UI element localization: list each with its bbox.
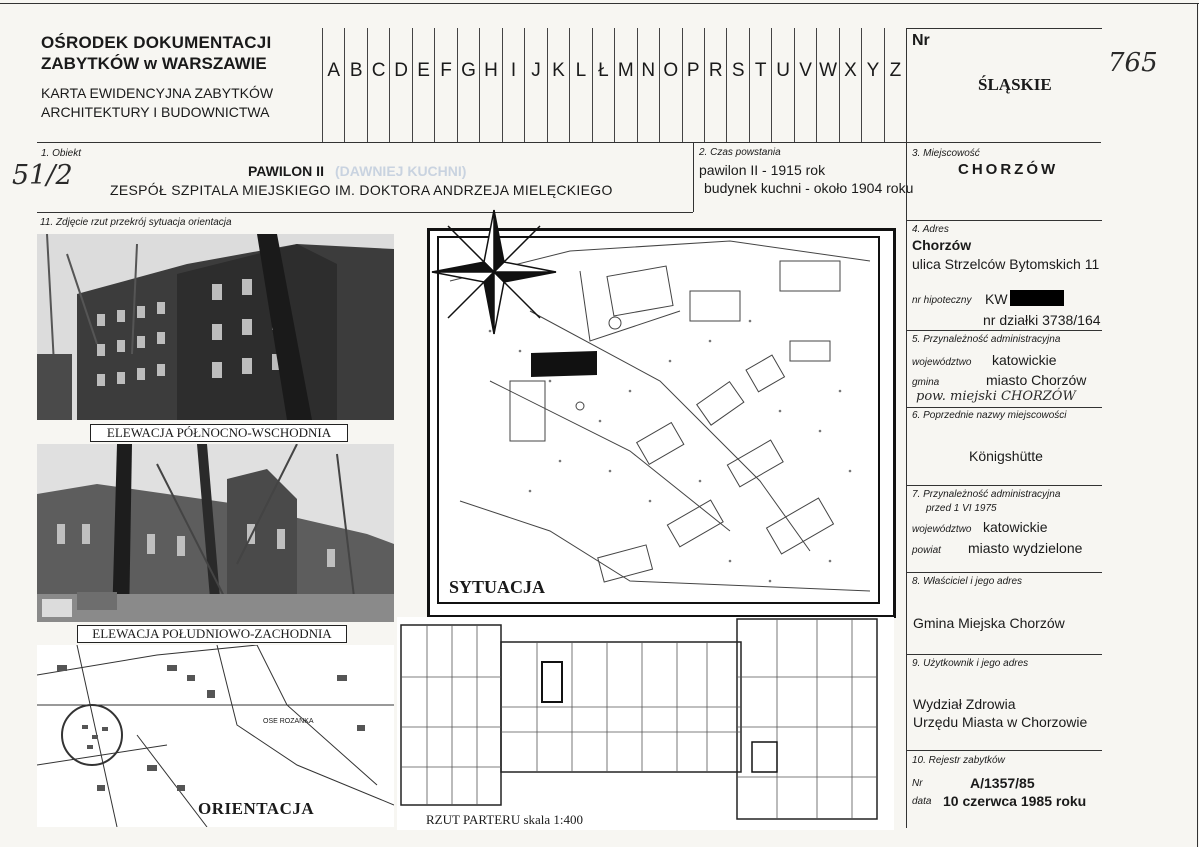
floor-plan	[397, 617, 894, 830]
alphabet-cell	[547, 28, 569, 142]
alphabet-cell	[682, 28, 704, 142]
alphabet-letter: D	[394, 60, 408, 81]
place-value: CHORZÓW	[958, 161, 1059, 178]
alphabet-letter: K	[552, 60, 565, 81]
alphabet-letter: C	[371, 60, 386, 81]
alphabet-letter: J	[531, 60, 541, 81]
alphabet-letter: Ł	[598, 60, 609, 81]
nr-label: Nr	[912, 32, 930, 49]
alphabet-cell	[344, 28, 366, 142]
user-label: 9. Użytkownik i jego adres	[912, 658, 1029, 669]
register-label: 10. Rejestr zabytków	[912, 755, 1005, 766]
alphabet-cell	[502, 28, 524, 142]
time-line1: pawilon II - 1915 rok	[699, 162, 826, 178]
register-number: A/1357/85	[970, 775, 1035, 791]
alphabet-letter: E	[417, 60, 430, 81]
floor-plan-label: RZUT PARTERU skala 1:400	[423, 812, 586, 828]
owner-value: Gmina Miejska Chorzów	[913, 615, 1065, 631]
alphabet-letter: O	[663, 60, 679, 81]
alphabet-index	[322, 28, 906, 142]
card-type-line2: ARCHITEKTURY I BUDOWNICTWA	[41, 104, 270, 120]
alphabet-letter: F	[440, 60, 452, 81]
alphabet-cell	[659, 28, 681, 142]
alphabet-cell	[884, 28, 906, 142]
alphabet-cell	[749, 28, 771, 142]
admin-voivodeship-label: województwo	[912, 357, 972, 368]
alphabet-letter: A	[327, 60, 341, 81]
situation-label: SYTUACJA	[449, 577, 546, 597]
compass-rose-icon	[430, 208, 558, 336]
place-label: 3. Miejscowość	[912, 148, 980, 159]
alphabet-letter: U	[776, 60, 790, 81]
photo-northeast-elevation	[37, 234, 394, 420]
admin-before-sublabel: przed 1 VI 1975	[926, 503, 997, 514]
alphabet-cell	[389, 28, 411, 142]
register-date: 10 czerwca 1985 roku	[943, 793, 1087, 809]
photos-label: 11. Zdjęcie rzut przekrój sytuacja orientacja	[40, 217, 232, 228]
alphabet-letter: W	[819, 60, 838, 81]
alphabet-letter: N	[641, 60, 656, 81]
alphabet-cell	[457, 28, 479, 142]
alphabet-cell	[479, 28, 501, 142]
alphabet-cell	[637, 28, 659, 142]
orientation-district-label: OSE ROZANKA	[263, 718, 314, 725]
plot-number: nr działki 3738/164	[983, 312, 1101, 328]
alphabet-cell	[704, 28, 726, 142]
register-date-label: data	[912, 796, 932, 807]
admin-before-district-label: powiat	[912, 545, 941, 556]
institution-name-line1: OŚRODEK DOKUMENTACJI	[41, 33, 272, 52]
admin-label: 5. Przynależność administracyjna	[912, 334, 1061, 345]
admin-handwritten-note: pow. miejski CHORZÓW	[916, 389, 1076, 404]
alphabet-letter: M	[617, 60, 634, 81]
alphabet-cell	[434, 28, 456, 142]
alphabet-cell	[861, 28, 883, 142]
alphabet-letter: X	[844, 60, 857, 81]
institution-name-line2: ZABYTKÓW w WARSZAWIE	[41, 54, 267, 73]
prev-names-value: Königshütte	[969, 448, 1043, 464]
alphabet-cell	[367, 28, 389, 142]
time-line2: budynek kuchni - około 1904 roku	[704, 180, 914, 196]
alphabet-letter: R	[708, 60, 723, 81]
alphabet-letter: L	[575, 60, 587, 81]
alphabet-cell	[569, 28, 591, 142]
alphabet-letter: I	[510, 60, 517, 81]
mortgage-prefix: KW	[985, 291, 1008, 307]
alphabet-letter: Z	[889, 60, 902, 81]
object-complex: ZESPÓŁ SZPITALA MIEJSKIEGO IM. DOKTORA ANDRZEJA MIELĘCKIEGO	[110, 182, 613, 198]
alphabet-cell	[592, 28, 614, 142]
handwritten-card-number: 765	[1108, 48, 1158, 78]
admin-before-district: miasto wydzielone	[968, 540, 1083, 556]
alphabet-cell	[726, 28, 748, 142]
alphabet-letter: T	[754, 60, 767, 81]
owner-label: 8. Właściciel i jego adres	[912, 576, 1023, 587]
admin-before-label: 7. Przynależność administracyjna	[912, 489, 1061, 500]
alphabet-cell	[524, 28, 546, 142]
address-label: 4. Adres	[912, 224, 949, 235]
admin-voivodeship: katowickie	[992, 352, 1057, 368]
alphabet-letter: B	[349, 60, 363, 81]
time-label: 2. Czas powstania	[699, 147, 781, 158]
object-label: 1. Obiekt	[41, 148, 82, 159]
region-name: ŚLĄSKIE	[978, 75, 1052, 94]
alphabet-cell	[322, 28, 344, 142]
alphabet-cell	[794, 28, 816, 142]
object-name-faded: (DAWNIEJ KUCHNI)	[335, 163, 467, 179]
caption-southwest-elevation: ELEWACJA POŁUDNIOWO-ZACHODNIA	[77, 625, 347, 643]
admin-commune: miasto Chorzów	[986, 372, 1087, 388]
register-nr-label: Nr	[912, 778, 923, 789]
alphabet-letter: G	[461, 60, 476, 81]
redacted-mortgage-number	[1010, 290, 1064, 306]
alphabet-letter: S	[731, 60, 745, 81]
alphabet-cell	[816, 28, 838, 142]
handwritten-object-code: 51/2	[12, 160, 73, 191]
user-line2: Urzędu Miasta w Chorzowie	[913, 714, 1088, 730]
admin-before-voivodeship-label: województwo	[912, 524, 972, 535]
prev-names-label: 6. Poprzednie nazwy miejscowości	[912, 410, 1067, 421]
admin-before-voivodeship: katowickie	[983, 519, 1048, 535]
card-type-line1: KARTA EWIDENCYJNA ZABYTKÓW	[41, 85, 274, 101]
alphabet-letter: V	[799, 60, 812, 81]
alphabet-letter: P	[686, 60, 700, 81]
admin-commune-label: gmina	[912, 377, 940, 388]
address-street: ulica Strzelców Bytomskich 11	[912, 256, 1100, 272]
address-city: Chorzów	[912, 237, 972, 253]
photo-southwest-elevation	[37, 444, 394, 622]
alphabet-letter: Y	[866, 60, 880, 81]
mortgage-label: nr hipoteczny	[912, 295, 972, 306]
orientation-label: ORIENTACJA	[198, 799, 315, 818]
object-name: PAWILON II	[248, 163, 324, 179]
caption-northeast-elevation: ELEWACJA PÓŁNOCNO-WSCHODNIA	[90, 424, 348, 442]
alphabet-cell	[839, 28, 861, 142]
alphabet-cell	[412, 28, 434, 142]
alphabet-cell	[771, 28, 793, 142]
user-line1: Wydział Zdrowia	[913, 696, 1016, 712]
alphabet-letter: H	[484, 60, 498, 81]
alphabet-cell	[614, 28, 636, 142]
